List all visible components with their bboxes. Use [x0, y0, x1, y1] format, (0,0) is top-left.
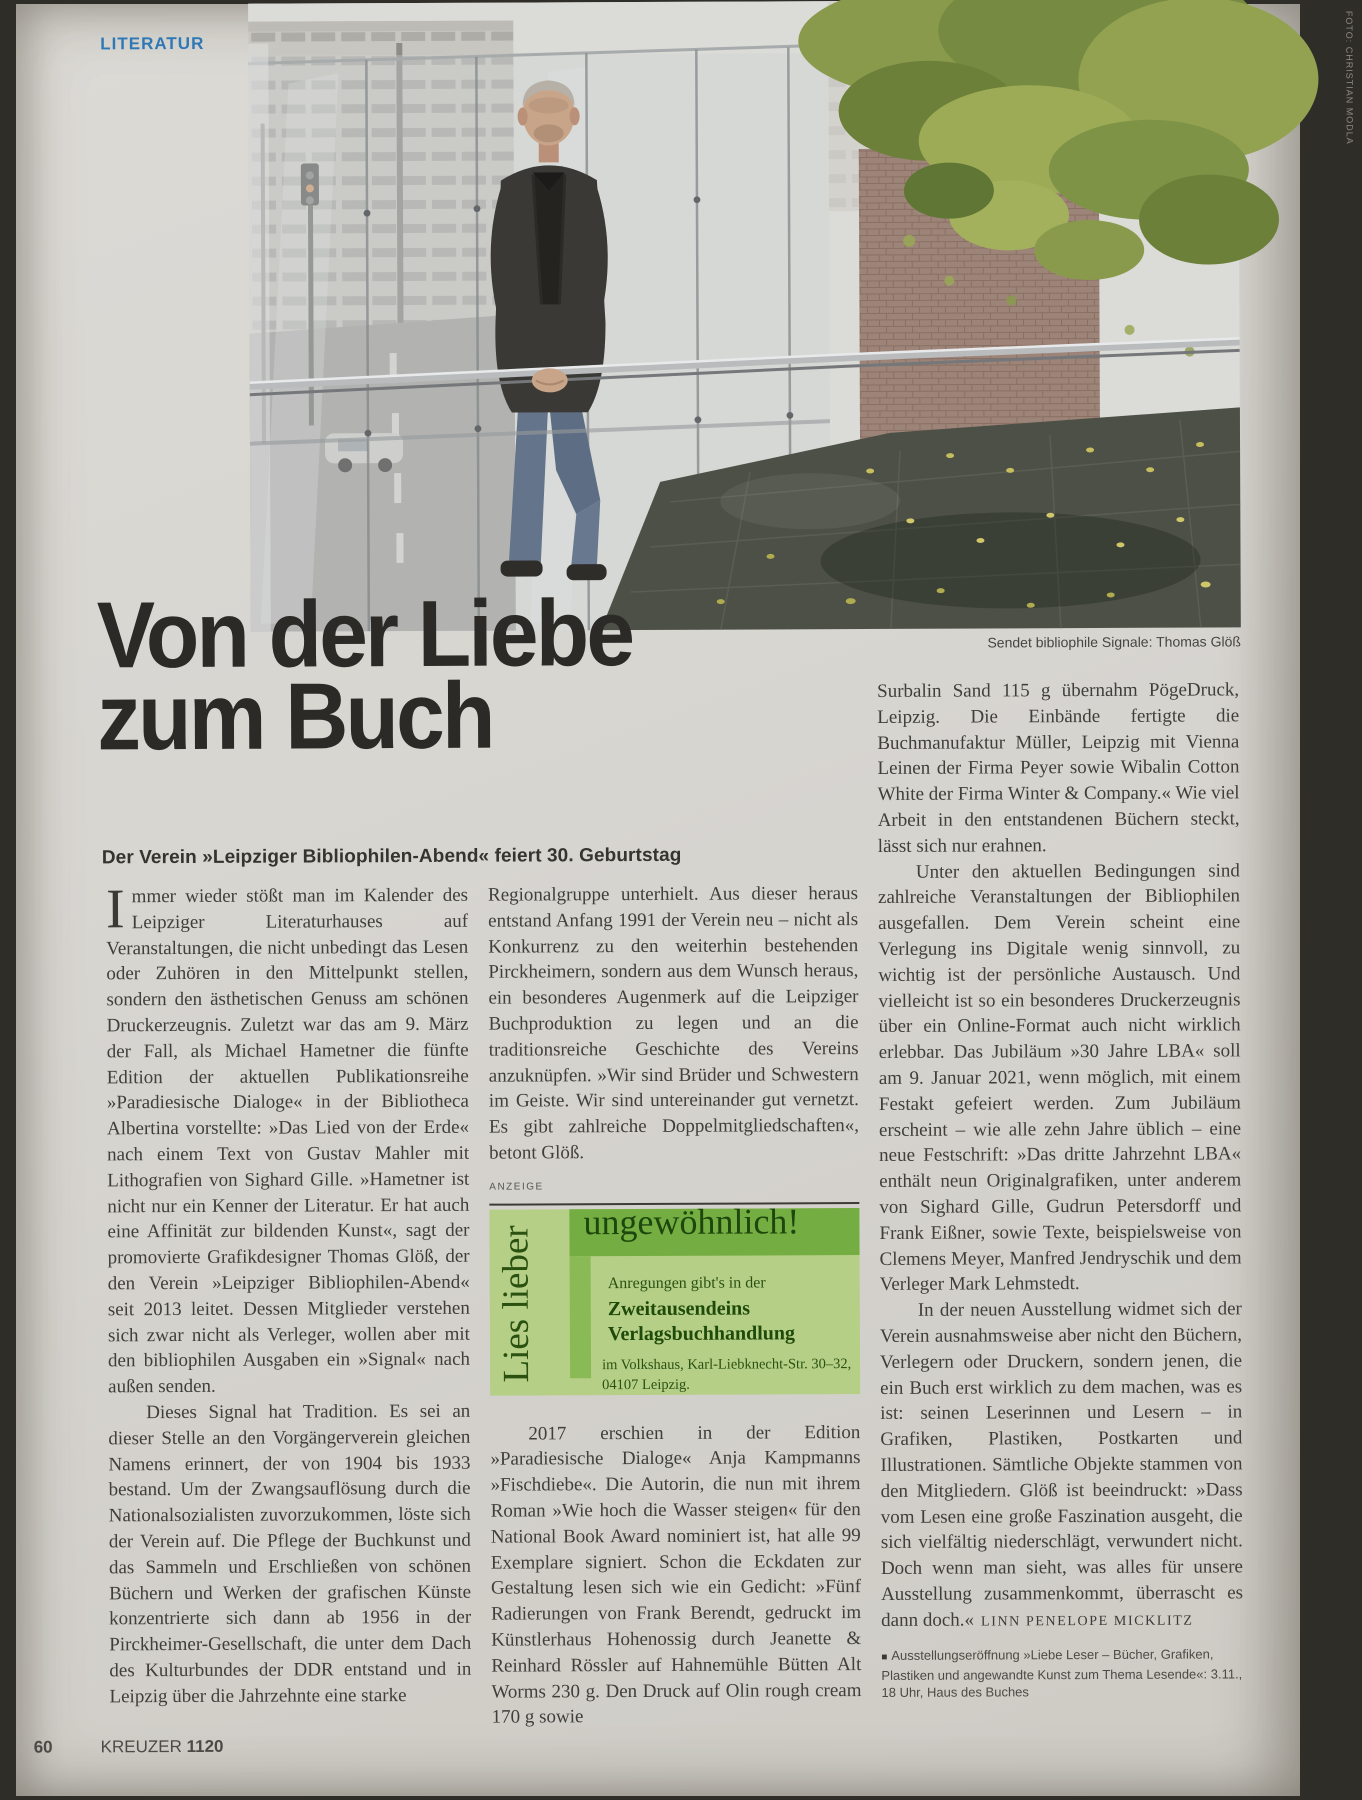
photo-credit: FOTO: CHRISTIAN MODLA: [1344, 10, 1355, 145]
article-headline: [96, 580, 633, 770]
body-column-1: [105, 878, 472, 1710]
paragraph: 2017 erschien in der Edition »Paradiesische Dialoge« Anja Kampmanns »Fischdiebe«. Die Autorin, die nun mit ihrem Roman »Wie hoch die Wasser steigen« für den National Book Award nominiert ist, hat alle 99 Exemplare signiert. Schon die Eckdaten zur Gestaltung lesen sich wie ein Gedicht: »Fünf Radierungen von Frank Berendt, gedruckt im Künstlerhaus Hohenossig durch Jeanette & Reinhard Rössler auf Hahnemühle Bütten Alt Worms 230 g. Den Druck auf Olin rough cream 170 g sowie: [490, 1421, 862, 1728]
paragraph: Regionalgruppe unterhielt. Aus dieser heraus entstand Anfang 1991 der Verein neu – nicht als Konkurrenz zu den weiterhin bestehenden Pirckheimern, sondern aus dem Wunsch heraus, ein besonderes Augenmerk auf die Leipziger Buchproduktion zu legen und an die traditionsreiche Geschichte des Vereins anzuknüpfen. »Wir sind Brüder und Schwestern im Geiste. Wir sind untereinander gut vernetzt. Es gibt zahlreiche Doppelmitgliedschaften«, betont Glöß.: [487, 883, 860, 1164]
paragraph-text: mmer wieder stößt man im Kalender des Leipziger Literaturhauses auf Veranstaltungen, die nicht unbedingt das Lesen oder Zuhören in den Mittelpunkt stellen, sondern den ästhetischen Genuss am schönen Druckerzeugnis. Zuletzt war das am 9. März der Fall, als Michael Hametner die fünfte Edition der aktuellen Publikationsreihe »Paradiesische Dialoge« in der Bibliotheca Albertina vorstellte: »Das Lied von der Erde« nach einem Text von Gustav Mahler mit Lithografien von Sighard Gille. »Hametner ist nicht nur ein Kenner der Literatur. Er hat auch eine Affinität zur bildenden Kunst«, sagt der promovierte Grafikdesigner Thomas Glöß, der den Verein »Leipziger Bibliophilen-Abend« seit 2013 leitet. Dessen Mitglieder verstehen sich zwar nicht als Verleger, wollen aber mit den bibliophilen Ausgaben ein »Signal« nach außen senden.: [106, 884, 471, 1398]
paragraph: [105, 878, 471, 1401]
paragraph: Dieses Signal hat Tradition. Es sei an dieser Stelle an den Vorgängerverein gleichen Namens erinnert, der von 1904 bis 1933 bestand. Um der Zwangsauflösung durch die Nationalsozialisten zuvorzukommen, löste sich der Verein auf. Die Pflege der Buchkunst und das Sammeln und Erschließen von schönen Büchern und Werken der grafischen Künste konzentrierte sich dann ab 1956 in der Pirckheimer-Gesellschaft, die unter dem Dach des Kulturbundes der DDR entstand und in Leipzig über die Jahrzehnte eine starke: [108, 1400, 472, 1708]
ad-intro-line: Anregungen gibt's in der: [607, 1274, 766, 1292]
footnote-square-icon: ■: [881, 1652, 888, 1664]
ad-banner-text: ungewöhnlich!: [583, 1200, 800, 1242]
issue-number: 1120: [186, 1736, 224, 1756]
body-column-3: [877, 677, 1243, 1702]
ad-label: ANZEIGE: [489, 1181, 544, 1193]
footnote-text: Ausstellungseröffnung »Liebe Leser – Bücher, Grafiken, Plastiken und angewandte Kunst zum Thema Lesende«: 3.11., 18 Uhr, Haus des Buches: [881, 1646, 1243, 1701]
ad-accent-strip: [570, 1256, 592, 1378]
section-kicker: LITERATUR: [100, 33, 205, 54]
bookstore-ad[interactable]: [489, 1200, 860, 1396]
page-footer: [34, 1737, 224, 1758]
body-column-2: [488, 881, 862, 1731]
paragraph-text: In der neuen Ausstellung widmet sich der Verein ausnahmsweise aber nicht den Büchern, Verlegern oder Druckern, sondern jenen, die ein Buch erst wirklich zu dem machen, was es ist: seinen Leserinnen und Lesern – in Grafiken, Plastiken, Postkarten und Illustrationen. Sämtliche Objekte stammen von den Mitgliedern. Glöß ist beeindruckt: »Dass vom Lesen eine große Faszination ausgeht, die sich vielfältig niederschlägt, verwundert nicht. Doch wenn man sieht, was alles für unsere Ausstellung zusammenkommt, überrascht es dann doch.«: [879, 1298, 1244, 1631]
ad-store-name-line-2: Verlagsbuchhandlung: [607, 1321, 796, 1345]
paragraph: Surbalin Sand 115 g übernahm PögeDruck, Leipzig. Die Einbände fertigte die Buchmanufaktur Müller, Leipzig mit Vienna Leinen der Firma Peyer sowie Wibalin Cotton White der Firma Winter & Company.« Wie viel Arbeit in den entstandenen Büchern steckt, lässt sich nur erahnen.: [877, 679, 1240, 857]
ad-address-line-1: im Volkshaus, Karl-Liebknecht-Str. 30–32,: [602, 1355, 852, 1373]
photo-illustration: [248, 0, 1241, 632]
page-number: 60: [33, 1737, 53, 1757]
author-byline: LINN PENELOPE MICKLITZ: [981, 1613, 1194, 1630]
paragraph: [880, 1297, 1243, 1636]
drop-cap: I: [105, 878, 125, 941]
ad-address-line-2: 04107 Leipzig.: [602, 1376, 690, 1393]
article-photo: [248, 0, 1355, 632]
article-subhead: Der Verein »Leipziger Bibliophilen-Abend« feiert 30. Geburtstag: [101, 844, 682, 869]
photo-caption: Sendet bibliophile Signale: Thomas Glöß: [987, 633, 1241, 651]
ad-banner: [569, 1200, 859, 1256]
ad-store-name-line-1: Zweitausendeins: [607, 1297, 751, 1320]
headline-line-1: Von der Liebe: [96, 580, 633, 688]
paragraph: Unter den aktuellen Bedingungen sind zahlreiche Veranstaltungen der Bibliophilen ausgefallen. Dem Verein scheint eine Verlegung ins Digitale wenig sinnvoll, zu wichtig ist der persönliche Austausch. Und vielleicht ist so ein besonderes Druckerzeugnis über ein Online-Format auch nicht wirklich erlebbar. Das Jubiläum »30 Jahre LBA« soll am 9. Januar 2021, wenn möglich, mit einem Festakt gefeiert werden. Zum Jubiläum erscheint – wie alle zehn Jahre üblich – eine neue Festschrift: »Das dritte Jahrzehnt LBA« enthält neun Originalgrafiken, unter anderem von Sighard Gille, Gudrun Petersdorff und Frank Eißner, sowie Texte, beispielsweise von Clemens Meyer, Manfred Jendryschik und dem Verleger Mark Lehmstedt.: [877, 859, 1242, 1296]
event-footnote: [881, 1646, 1243, 1702]
headline-line-2: zum Buch: [96, 662, 493, 770]
ad-vertical-slogan: Lies lieber: [495, 1224, 538, 1382]
magazine-name: KREUZER: [100, 1736, 187, 1757]
